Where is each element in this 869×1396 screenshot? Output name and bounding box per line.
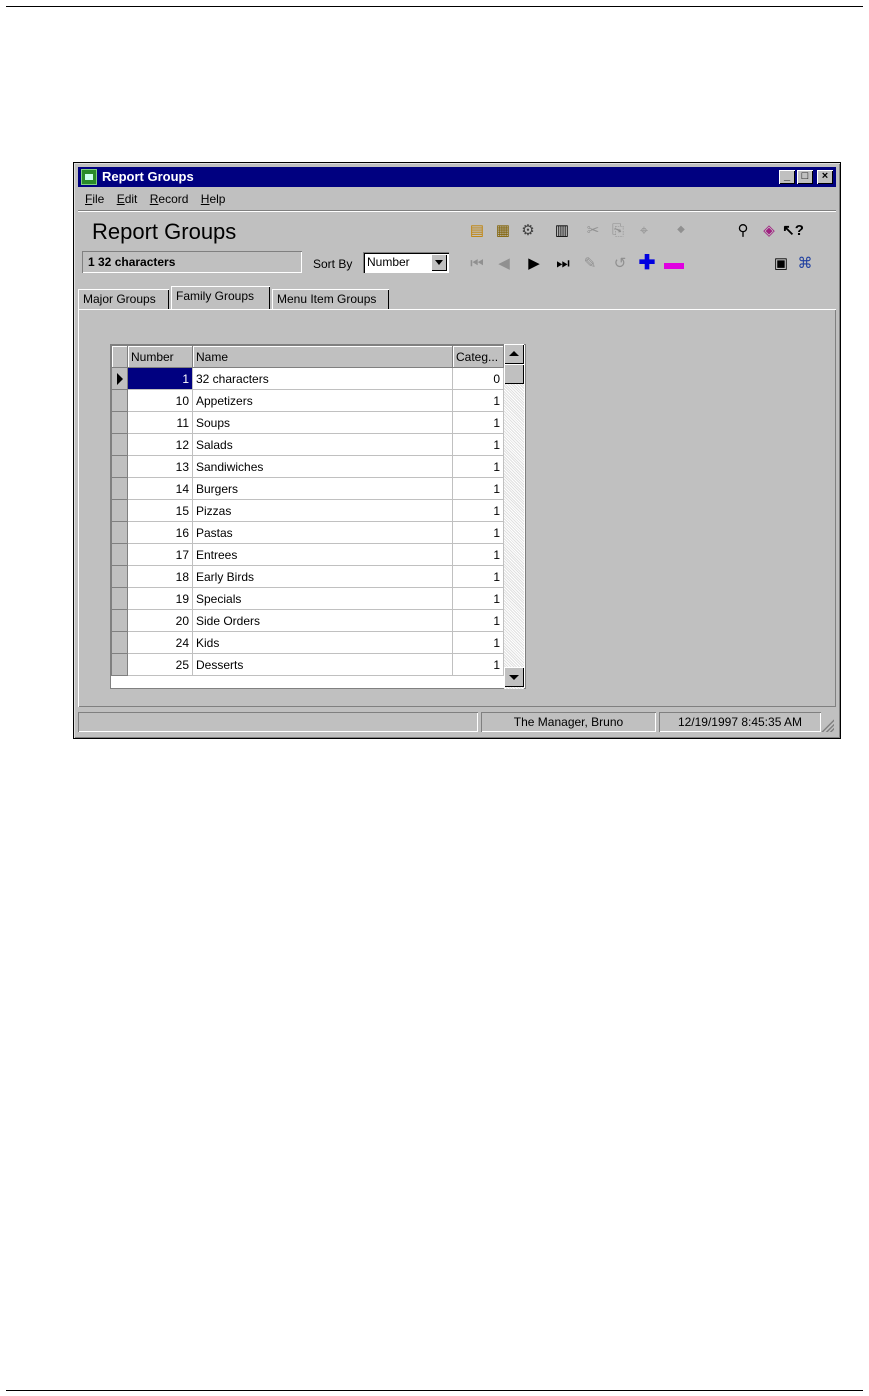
cell-name[interactable]: Salads [193,434,453,456]
table-row[interactable] [112,566,504,588]
sort-by-select[interactable] [363,252,449,273]
delete-icon[interactable]: ▥ [554,221,570,239]
table-row[interactable] [112,588,504,610]
menu-help[interactable]: Help [200,192,226,206]
cell-number[interactable]: 1 [128,368,193,390]
cell-category[interactable]: 0 [453,368,504,390]
cell-number[interactable]: 16 [128,522,193,544]
cell-name[interactable]: Specials [193,588,453,610]
cell-number[interactable]: 18 [128,566,193,588]
menu-edit[interactable]: Edit [116,192,138,206]
menu-bar [78,189,227,209]
scroll-thumb[interactable] [504,364,524,384]
tab-major-groups[interactable]: Major Groups [78,289,169,309]
scroll-down-button[interactable] [504,667,524,687]
form-title: Report Groups [92,219,237,244]
remove-record-icon[interactable]: ▬ [664,252,684,274]
row-selector[interactable] [112,500,128,522]
row-selector[interactable] [112,654,128,676]
row-selector[interactable] [112,478,128,500]
table-row[interactable] [112,500,504,522]
cell-category[interactable]: 1 [453,632,504,654]
previous-record-icon[interactable]: ◀ [498,254,510,272]
grid-table [111,345,504,676]
menu-record[interactable]: Record [149,192,189,206]
cell-name[interactable]: Kids [193,632,453,654]
cell-name[interactable]: Entrees [193,544,453,566]
cell-number[interactable]: 19 [128,588,193,610]
undo-icon[interactable]: ↺ [613,254,627,272]
cell-number[interactable]: 11 [128,412,193,434]
cell-number[interactable]: 15 [128,500,193,522]
network-icon[interactable]: ⌘ [797,254,813,272]
copy-icon[interactable]: ⎘ [611,221,624,239]
add-record-icon[interactable]: ✚ [638,252,656,274]
row-selector[interactable] [112,390,128,412]
row-selector[interactable] [112,368,128,390]
table-row[interactable] [112,368,504,390]
page-bottom-rule [6,1390,863,1391]
column-header-category[interactable]: Categ... [453,346,504,368]
window-title: Report Groups [102,169,194,184]
row-selector[interactable] [112,434,128,456]
cell-category[interactable]: 1 [453,478,504,500]
monitor-icon[interactable]: ▣ [773,254,789,272]
sort-by-label: Sort By [313,257,353,271]
table-row[interactable] [112,522,504,544]
chevron-down-icon[interactable] [431,254,447,271]
cell-category[interactable]: 1 [453,654,504,676]
menu-separator [78,210,836,211]
status-datetime: 12/19/1997 8:45:35 AM [659,712,821,732]
cell-name[interactable]: Desserts [193,654,453,676]
cell-category[interactable]: 1 [453,434,504,456]
next-record-icon[interactable]: ▶ [528,254,540,272]
cell-number[interactable]: 10 [128,390,193,412]
paste-icon[interactable]: ⌖ [639,221,649,239]
cell-category[interactable]: 1 [453,544,504,566]
cell-category[interactable]: 1 [453,456,504,478]
row-selector[interactable] [112,412,128,434]
minimize-button[interactable]: _ [779,170,795,184]
help-pointer-icon[interactable]: ↖? [782,221,804,239]
maximize-button[interactable]: □ [797,170,813,184]
cell-name[interactable]: Pizzas [193,500,453,522]
report-icon[interactable]: ▤ [469,221,485,239]
cell-name[interactable]: Pastas [193,522,453,544]
row-selector-header [112,346,128,368]
table-row[interactable] [112,412,504,434]
cell-name[interactable]: Burgers [193,478,453,500]
table-row[interactable] [112,478,504,500]
cut-icon[interactable]: ✂ [586,221,600,239]
cell-number[interactable]: 25 [128,654,193,676]
cell-category[interactable]: 1 [453,566,504,588]
close-button[interactable]: × [817,170,833,184]
table-row[interactable] [112,654,504,676]
resize-grip[interactable] [820,718,834,732]
status-bar [78,712,836,734]
tab-family-groups[interactable]: Family Groups [171,286,270,309]
settings-icon[interactable]: ⚙ [521,221,535,239]
pin-icon[interactable]: ◆ [677,224,685,235]
row-selector[interactable] [112,632,128,654]
sort-by-value: Number [367,255,410,269]
row-selector[interactable] [112,610,128,632]
current-record-display: 1 32 characters [82,251,302,273]
current-row-indicator-icon [117,373,123,385]
row-selector[interactable] [112,566,128,588]
cell-name[interactable]: Sandiwiches [193,456,453,478]
cell-number[interactable]: 14 [128,478,193,500]
menu-file[interactable]: File [85,192,105,206]
cell-number[interactable]: 17 [128,544,193,566]
cell-name[interactable]: Soups [193,412,453,434]
find-icon[interactable]: ⚲ [737,221,749,239]
edit-icon[interactable]: ✎ [583,254,597,272]
first-record-icon[interactable]: ⏮ [470,254,484,272]
status-pane-message [78,712,478,732]
data-grid [110,344,526,689]
cell-number[interactable]: 13 [128,456,193,478]
table-row[interactable] [112,434,504,456]
table-row[interactable] [112,632,504,654]
row-selector[interactable] [112,456,128,478]
tab-menu-item-groups[interactable]: Menu Item Groups [272,289,389,309]
clipboard-icon[interactable]: ▦ [495,221,511,239]
cell-name[interactable]: 32 characters [193,368,453,390]
cell-category[interactable]: 1 [453,610,504,632]
cell-category[interactable]: 1 [453,412,504,434]
cell-number[interactable]: 12 [128,434,193,456]
cell-name[interactable]: Early Birds [193,566,453,588]
cell-category[interactable]: 1 [453,588,504,610]
row-selector[interactable] [112,544,128,566]
column-header-name[interactable]: Name [193,346,453,368]
row-selector[interactable] [112,522,128,544]
table-row[interactable] [112,456,504,478]
report-groups-window [73,162,841,739]
table-row[interactable] [112,544,504,566]
table-row[interactable] [112,610,504,632]
cell-number[interactable]: 20 [128,610,193,632]
cell-category[interactable]: 1 [453,500,504,522]
page-top-rule [6,6,863,7]
cell-name[interactable]: Appetizers [193,390,453,412]
vertical-scrollbar[interactable] [504,344,524,689]
cell-name[interactable]: Side Orders [193,610,453,632]
column-header-number[interactable]: Number [128,346,193,368]
grid-header-row [112,346,504,368]
book-icon[interactable]: ◈ [763,221,775,239]
row-selector[interactable] [112,588,128,610]
cell-category[interactable]: 1 [453,390,504,412]
last-record-icon[interactable]: ⏭ [556,254,570,272]
status-user: The Manager, Bruno [481,712,656,732]
app-icon [81,169,97,185]
table-row[interactable] [112,390,504,412]
grid-body [112,368,504,676]
title-bar[interactable] [78,167,836,187]
scroll-up-button[interactable] [504,344,524,364]
cell-category[interactable]: 1 [453,522,504,544]
cell-number[interactable]: 24 [128,632,193,654]
